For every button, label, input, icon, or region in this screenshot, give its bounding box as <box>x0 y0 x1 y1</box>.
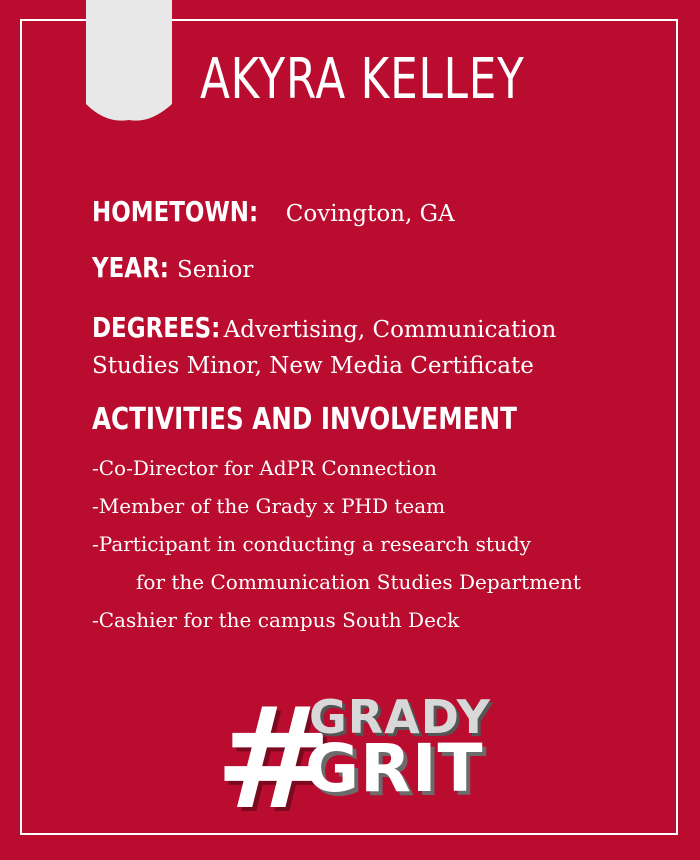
degrees-value: Advertising, Communication Studies Minor, New Media Certificate <box>92 317 557 380</box>
grady-grit-logo <box>215 678 495 841</box>
student-name: AKYRA KELLEY <box>200 47 525 112</box>
year-value: Senior <box>176 257 254 283</box>
hashtag-symbol: # <box>215 678 333 841</box>
activity-item: -Member of the Grady x PHD team <box>92 494 446 518</box>
hometown-value: Covington, GA <box>285 201 455 227</box>
bookmark-tab <box>86 0 172 124</box>
year-label: YEAR: <box>92 251 169 284</box>
logo-grit-text: GRIT <box>305 730 484 807</box>
degrees-label: DEGREES: <box>92 311 221 344</box>
activities-heading: ACTIVITIES AND INVOLVEMENT <box>92 402 517 437</box>
hometown-label: HOMETOWN: <box>92 195 259 228</box>
logo-grady-text: GRADY <box>309 690 491 744</box>
activity-item: -Co-Director for AdPR Connection <box>92 456 437 480</box>
degrees-field <box>92 306 632 385</box>
year-field <box>92 250 253 286</box>
activity-item: -Participant in conducting a research study <box>92 532 531 556</box>
hometown-field <box>92 194 455 230</box>
activities-list <box>92 449 652 639</box>
activity-item-continued: for the Communication Studies Department <box>136 570 581 594</box>
activity-item: -Cashier for the campus South Deck <box>92 608 460 632</box>
